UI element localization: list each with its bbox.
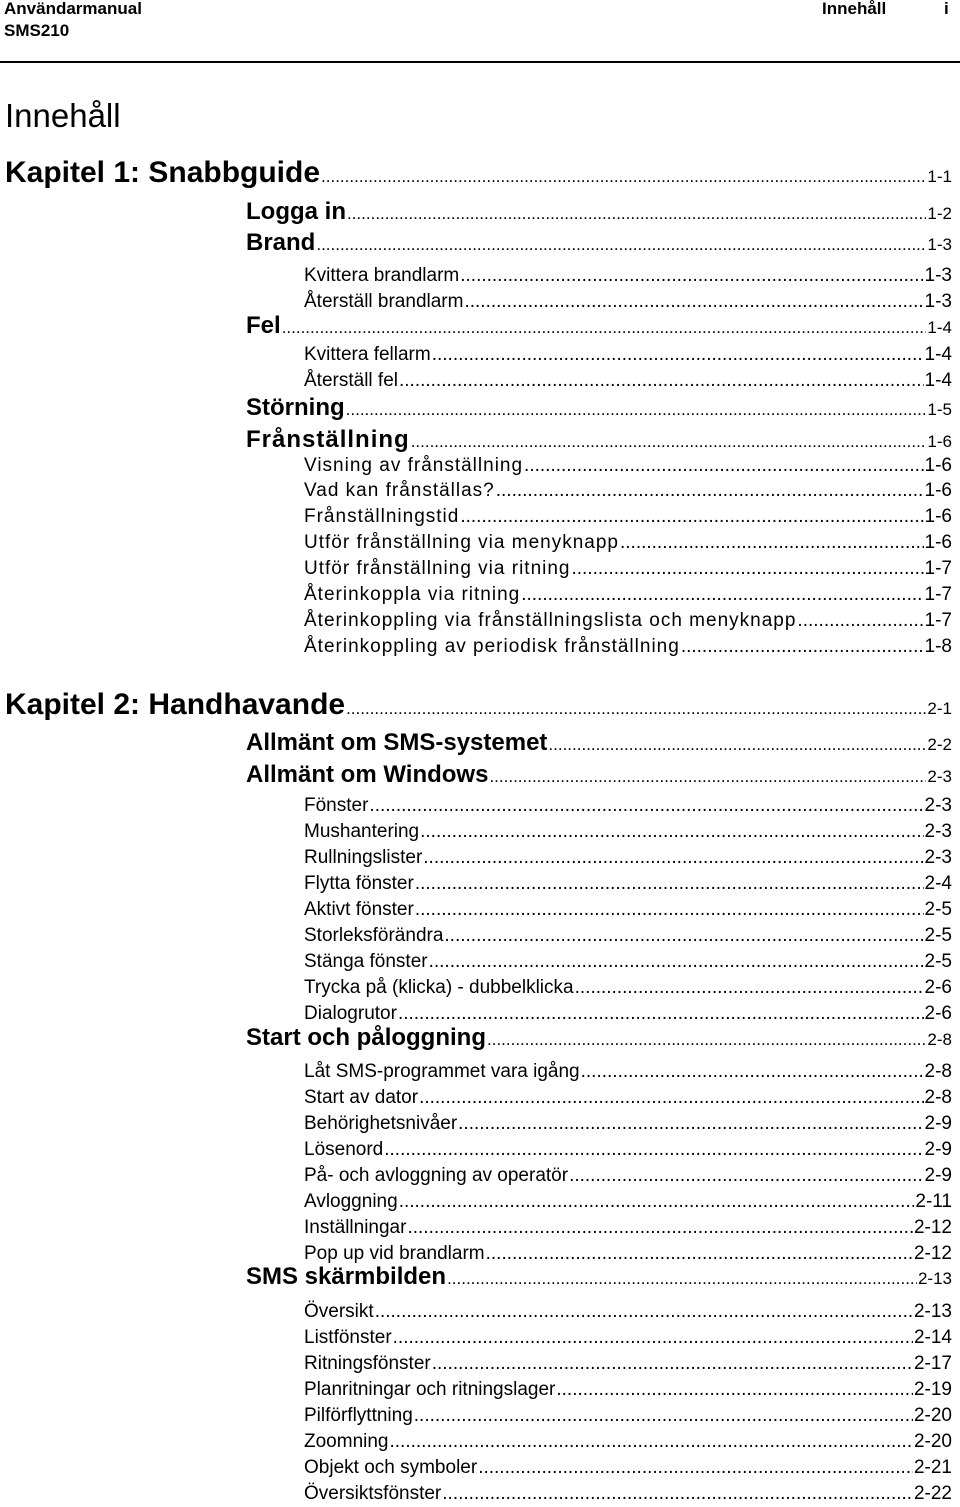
toc-subsection[interactable] <box>304 925 952 949</box>
toc-entry-page: 2-19 <box>913 1379 952 1400</box>
toc-entry-page: 2-14 <box>913 1327 952 1348</box>
toc-entry-title: Mushantering <box>304 821 420 842</box>
toc-entry-title: Återställ fel <box>304 370 398 391</box>
toc-subsection[interactable] <box>304 1165 952 1189</box>
toc-entry-page: 2-11 <box>915 1191 952 1212</box>
toc-entry-page: 1-6 <box>924 455 952 476</box>
toc-subsection[interactable] <box>304 1061 952 1085</box>
toc-subsection[interactable] <box>304 1139 952 1163</box>
toc-entry-page: 1-3 <box>924 265 952 286</box>
toc-subsection[interactable] <box>304 1483 952 1507</box>
dot-leader <box>464 291 923 313</box>
dot-leader <box>411 432 927 452</box>
toc-entry-title: Lösenord <box>304 1139 384 1160</box>
toc-entry-title: Behörighetsnivåer <box>304 1113 458 1134</box>
toc-entry-page: 2-4 <box>924 873 952 894</box>
toc-entry-title: Återinkoppling via frånställningslista och menyknapp <box>304 610 797 631</box>
toc-entry-title: Rullningslister <box>304 847 423 868</box>
dot-leader <box>420 821 923 843</box>
toc-entry-title: Återinkoppla via ritning <box>304 584 521 605</box>
toc-entry-title: Återinkoppling av periodisk frånställning <box>304 636 680 657</box>
toc-entry-page: 2-8 <box>927 1030 952 1049</box>
toc-entry-title: Kvittera fellarm <box>304 344 431 365</box>
dot-leader <box>572 558 924 580</box>
toc-entry-title: Allmänt om SMS-systemet <box>246 729 548 756</box>
toc-subsection[interactable] <box>304 370 952 394</box>
toc-entry-title: Pilförflyttning <box>304 1405 413 1426</box>
toc-entry-page: 2-5 <box>924 899 952 920</box>
toc-entry-page: 2-3 <box>924 795 952 816</box>
toc-entry-page: 2-8 <box>924 1061 952 1082</box>
toc-entry-page: 2-20 <box>913 1431 952 1452</box>
toc-entry-page: 1-7 <box>924 610 952 631</box>
toc-subsection[interactable] <box>304 1405 952 1429</box>
toc-subsection[interactable] <box>304 1457 952 1481</box>
dot-leader <box>681 636 924 658</box>
toc-entry-title: Visning av frånställning <box>304 455 524 476</box>
dot-leader <box>548 735 926 755</box>
dot-leader <box>460 506 923 528</box>
dot-leader <box>415 873 924 895</box>
toc-entry-title: Zoomning <box>304 1431 389 1452</box>
toc-entry-title: Låt SMS-programmet vara igång <box>304 1061 580 1082</box>
toc-entry-title: Brand <box>246 229 316 256</box>
toc-subsection[interactable] <box>304 821 952 845</box>
toc-entry-page: 2-21 <box>913 1457 952 1478</box>
toc-entry-page: 1-8 <box>924 636 952 657</box>
toc-subsection[interactable] <box>304 455 952 479</box>
toc-subsection[interactable] <box>304 1191 952 1215</box>
dot-leader <box>398 1003 924 1025</box>
dot-leader <box>346 400 927 420</box>
dot-leader <box>460 265 923 287</box>
toc-subsection[interactable] <box>304 1431 952 1455</box>
dot-leader <box>316 235 926 255</box>
toc-entry-page: 2-20 <box>913 1405 952 1426</box>
toc-entry-page: 2-6 <box>924 977 952 998</box>
toc-subsection[interactable] <box>304 344 952 368</box>
toc-entry-page: 1-3 <box>927 235 952 254</box>
dot-leader <box>423 847 923 869</box>
toc-entry-page: 1-7 <box>924 584 952 605</box>
toc-entry-page: 1-6 <box>924 506 952 527</box>
toc-entry-title: Kapitel 2: Handhavande <box>5 688 346 721</box>
toc-entry-title: Stänga fönster <box>304 951 428 972</box>
manual-label: Användarmanual <box>4 0 142 18</box>
toc-entry-title: Kvittera brandlarm <box>304 265 460 286</box>
dot-leader <box>375 1301 913 1323</box>
toc-entry-page: 1-6 <box>927 432 952 451</box>
toc-entry-page: 1-4 <box>924 370 952 391</box>
toc-entry-page: 2-13 <box>913 1301 952 1322</box>
model-label: SMS210 <box>4 21 70 40</box>
toc-entry-title: Inställningar <box>304 1217 407 1238</box>
toc-entry-title: Störning <box>246 394 345 421</box>
toc-section[interactable] <box>246 394 952 424</box>
toc-entry-title: Pop up vid brandlarm <box>304 1243 485 1264</box>
toc-entry-page: 1-4 <box>927 318 952 337</box>
toc-section[interactable] <box>246 426 952 456</box>
toc-section[interactable] <box>246 312 952 342</box>
toc-section[interactable] <box>246 1024 952 1054</box>
toc-subsection[interactable] <box>304 1217 952 1241</box>
toc-entry-page: 2-12 <box>913 1243 952 1264</box>
toc-entry-page: 2-8 <box>924 1087 952 1108</box>
dot-leader <box>282 318 927 338</box>
dot-leader <box>797 610 923 632</box>
toc-entry-page: 2-1 <box>927 699 952 718</box>
toc-entry-title: Frånställningstid <box>304 506 460 527</box>
toc-entry-page: 2-5 <box>924 951 952 972</box>
toc-entry-page: 2-22 <box>913 1483 952 1504</box>
dot-leader <box>369 795 923 817</box>
toc-subsection[interactable] <box>304 1301 952 1325</box>
dot-leader <box>419 1087 923 1109</box>
toc-entry-title: Utför frånställning via ritning <box>304 558 571 579</box>
toc-entry-title: Fel <box>246 312 281 339</box>
toc-subsection[interactable] <box>304 1113 952 1137</box>
toc-section[interactable] <box>246 229 952 259</box>
toc-section[interactable] <box>246 1263 952 1293</box>
toc-subsection[interactable] <box>304 480 952 504</box>
toc-chapter[interactable] <box>5 156 952 196</box>
toc-subsection[interactable] <box>304 1379 952 1403</box>
toc-entry-title: Översikt <box>304 1301 374 1322</box>
toc-entry-title: Planritningar och ritningslager <box>304 1379 556 1400</box>
dot-leader <box>556 1379 913 1401</box>
toc-subsection[interactable] <box>304 584 952 608</box>
page-number: i <box>944 0 949 18</box>
dot-leader <box>414 1405 913 1427</box>
toc-entry-page: 2-9 <box>924 1165 952 1186</box>
toc-entry-title: Flytta fönster <box>304 873 414 894</box>
toc-section[interactable] <box>246 729 952 759</box>
toc-entry-title: Frånställning <box>246 426 410 453</box>
toc-entry-title: Ritningsfönster <box>304 1353 431 1374</box>
toc-entry-title: Avloggning <box>304 1191 398 1212</box>
toc-entry-page: 2-6 <box>924 1003 952 1024</box>
dot-leader <box>390 1431 913 1453</box>
toc-entry-page: 2-3 <box>924 821 952 842</box>
toc-entry-title: Kapitel 1: Snabbguide <box>5 156 321 189</box>
toc-entry-page: 2-9 <box>924 1139 952 1160</box>
toc-entry-page: 1-7 <box>924 558 952 579</box>
toc-entry-title: Utför frånställning via menyknapp <box>304 532 619 553</box>
toc-entry-title: Återställ brandlarm <box>304 291 464 312</box>
dot-leader <box>620 532 924 554</box>
toc-entry-page: 1-4 <box>924 344 952 365</box>
toc-subsection[interactable] <box>304 610 952 634</box>
toc-subsection[interactable] <box>304 265 952 289</box>
toc-entry-title: Vad kan frånställas? <box>304 480 495 501</box>
dot-leader <box>415 899 924 921</box>
dot-leader <box>569 1165 923 1187</box>
toc-entry-title: Trycka på (klicka) - dubbelklicka <box>304 977 574 998</box>
dot-leader <box>432 344 924 366</box>
toc-entry-title: Allmänt om Windows <box>246 761 489 788</box>
dot-leader <box>487 1030 926 1050</box>
toc-entry-title: Listfönster <box>304 1327 392 1348</box>
toc-entry-title: Objekt och symboler <box>304 1457 478 1478</box>
toc-entry-page: 1-6 <box>924 532 952 553</box>
toc-subsection[interactable] <box>304 899 952 923</box>
toc-entry-page: 2-3 <box>924 847 952 868</box>
toc-subsection[interactable] <box>304 636 952 660</box>
toc-entry-title: Storleksförändra <box>304 925 444 946</box>
dot-leader <box>447 1269 917 1289</box>
dot-leader <box>347 204 926 224</box>
toc-section[interactable] <box>246 761 952 791</box>
section-label: Innehåll <box>822 0 887 18</box>
toc-entry-page: 2-9 <box>924 1113 952 1134</box>
dot-leader <box>575 977 924 999</box>
toc-subsection[interactable] <box>304 795 952 819</box>
dot-leader <box>486 1243 913 1265</box>
toc-entry-title: Översiktsfönster <box>304 1483 442 1504</box>
toc-entry-title: SMS skärmbilden <box>246 1263 447 1290</box>
dot-leader <box>444 925 923 947</box>
dot-leader <box>478 1457 913 1479</box>
dot-leader <box>432 1353 913 1375</box>
dot-leader <box>399 370 924 392</box>
toc-entry-page: 1-1 <box>927 167 952 186</box>
toc-subsection[interactable] <box>304 951 952 975</box>
dot-leader <box>399 1191 915 1213</box>
toc-subsection[interactable] <box>304 1327 952 1351</box>
toc-entry-title: Dialogrutor <box>304 1003 397 1024</box>
dot-leader <box>346 699 926 719</box>
dot-leader <box>429 951 924 973</box>
dot-leader <box>524 455 923 477</box>
toc-entry-page: 2-5 <box>924 925 952 946</box>
toc-entry-title: Fönster <box>304 795 369 816</box>
toc-entry-title: På- och avloggning av operatör <box>304 1165 569 1186</box>
dot-leader <box>496 480 924 502</box>
toc-entry-page: 2-2 <box>927 735 952 754</box>
toc-entry-page: 2-12 <box>913 1217 952 1238</box>
toc-entry-title: Start och påloggning <box>246 1024 486 1051</box>
toc-subsection[interactable] <box>304 873 952 897</box>
dot-leader <box>521 584 923 606</box>
dot-leader <box>489 767 926 787</box>
toc-subsection[interactable] <box>304 506 952 530</box>
toc-subsection[interactable] <box>304 1353 952 1377</box>
toc-entry-page: 2-17 <box>913 1353 952 1374</box>
dot-leader <box>393 1327 913 1349</box>
dot-leader <box>458 1113 923 1135</box>
dot-leader <box>581 1061 924 1083</box>
toc-entry-page: 1-2 <box>927 204 952 223</box>
dot-leader <box>407 1217 913 1239</box>
toc-entry-title: Logga in <box>246 198 346 225</box>
toc-entry-page: 2-3 <box>927 767 952 786</box>
toc-subsection[interactable] <box>304 1087 952 1111</box>
toc-entry-page: 1-6 <box>924 480 952 501</box>
toc-entry-page: 1-5 <box>927 400 952 419</box>
dot-leader <box>321 167 926 187</box>
page-title: Innehåll <box>5 97 121 134</box>
toc-section[interactable] <box>246 198 952 228</box>
toc-entry-title: Start av dator <box>304 1087 419 1108</box>
dot-leader <box>384 1139 923 1161</box>
toc-entry-page: 2-13 <box>917 1269 952 1288</box>
toc-subsection[interactable] <box>304 532 952 556</box>
toc-subsection[interactable] <box>304 977 952 1001</box>
toc-entry-page: 1-3 <box>924 291 952 312</box>
toc-subsection[interactable] <box>304 558 952 582</box>
toc-subsection[interactable] <box>304 847 952 871</box>
toc-chapter[interactable] <box>5 688 952 728</box>
toc-entry-title: Aktivt fönster <box>304 899 414 920</box>
